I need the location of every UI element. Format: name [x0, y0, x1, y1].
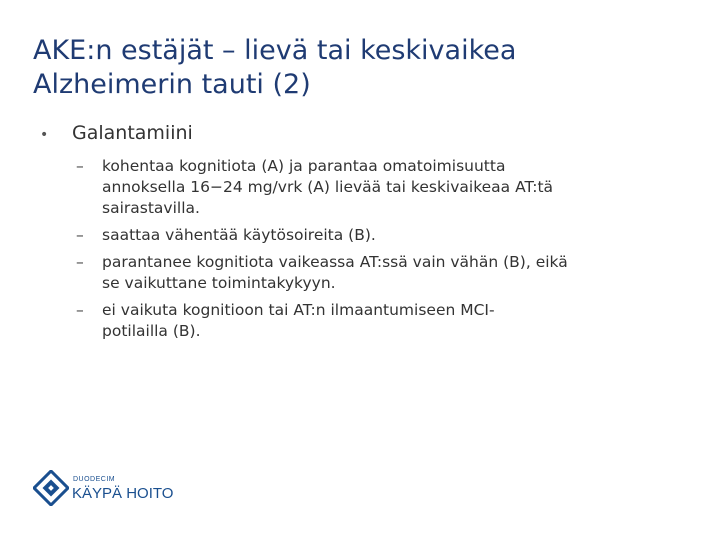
sub-list [40, 156, 690, 342]
sub-item [40, 225, 690, 246]
diamond-logo-icon [33, 470, 69, 506]
bullet-label: Galantamiini [72, 122, 193, 144]
sub-item-line: potilailla (B). [102, 322, 201, 340]
logo-big-text: KÄYPÄ HOITO [72, 485, 174, 502]
sub-item [40, 156, 690, 219]
sub-item-line: saattaa vähentää käytösoireita (B). [102, 226, 376, 244]
slide-title [33, 34, 693, 102]
sub-item [40, 252, 690, 294]
sub-item-line: kohentaa kognitiota (A) ja parantaa omatoimisuutta [102, 157, 506, 175]
sub-item-line: sairastavilla. [102, 199, 200, 217]
kaypa-hoito-logo [33, 470, 183, 514]
content-area [40, 120, 690, 348]
title-line-2: Alzheimerin tauti (2) [33, 69, 311, 100]
title-line-1: AKE:n estäjät – lievä tai keskivaikea [33, 35, 517, 66]
dash-icon: – [76, 226, 84, 244]
sub-item [40, 300, 690, 342]
bullet-item [40, 120, 690, 148]
logo-small-text: DUODECIM [73, 476, 116, 483]
dash-icon: – [76, 157, 84, 175]
sub-item-line: annoksella 16−24 mg/vrk (A) lievää tai keskivaikeaa AT:tä [102, 178, 554, 196]
dash-icon: – [76, 301, 84, 319]
sub-item-line: ei vaikuta kognitioon tai AT:n ilmaantumiseen MCI- [102, 301, 495, 319]
sub-item-line: se vaikuttane toimintakykyyn. [102, 274, 336, 292]
dash-icon: – [76, 253, 84, 271]
sub-item-line: parantanee kognitiota vaikeassa AT:ssä vain vähän (B), eikä [102, 253, 568, 271]
bullet-dot-icon: • [40, 127, 49, 143]
